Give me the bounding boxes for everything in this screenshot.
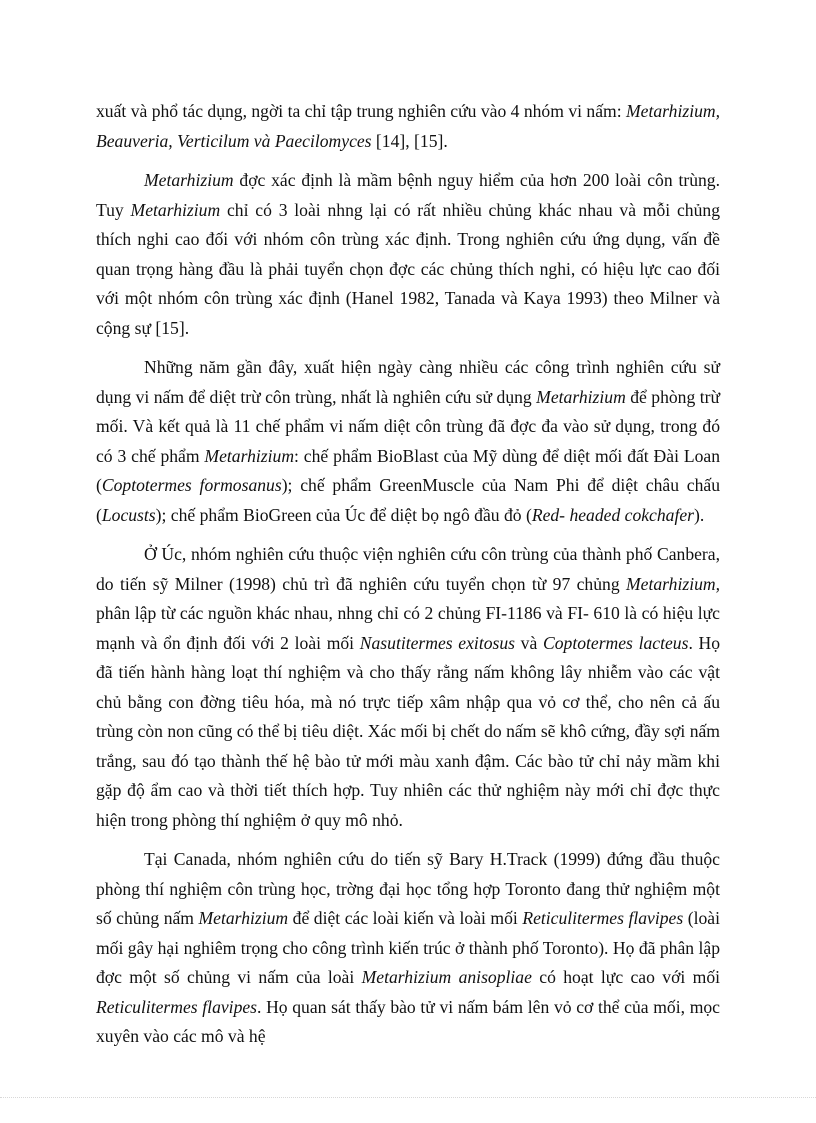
scientific-name: Coptotermes formosanus bbox=[101, 475, 282, 495]
paragraph-4 bbox=[96, 540, 720, 835]
paragraph-2 bbox=[96, 166, 720, 343]
scientific-name: Metarhizium bbox=[130, 199, 221, 220]
paragraph-5 bbox=[96, 845, 720, 1052]
text-span: (loài mối gây hại nghiêm trọng cho công trình kiến trúc ở thành phố Toronto). Họ đã phân lập đợc một số chủng vi nấm của loài bbox=[96, 908, 720, 987]
text-span: xuất và phổ tác dụng, ngời ta chỉ tập trung nghiên cứu vào 4 nhóm vi nấm: bbox=[96, 101, 626, 121]
text-span: ); chế phẩm BioGreen của Úc để diệt bọ ngô đầu đỏ ( bbox=[155, 504, 532, 525]
genus-list: Metarhizium, Beauveria, Verticilum và Paecilomyces bbox=[96, 101, 720, 151]
scientific-name: Locusts bbox=[101, 504, 156, 525]
scientific-name: Reticulitermes flavipes bbox=[522, 908, 684, 928]
text-span: chỉ có 3 loài nhng lại có rất nhiều chủng khác nhau và mỗi chủng thích nghi cao đối với nhóm côn trùng xác định. Trong nghiên cứu ứng dụng, vấn đề quan trọng hàng đầu là phải tuyển chọn đợc các chủng thích nghi, có hiệu lực cao đối với một nhóm côn trùng xác định (Hanel 1982, Tanada và Kaya 1993) theo Milner và cộng sự [15]. bbox=[96, 199, 720, 338]
text-span: để phòng trừ mối. Và kết quả là 11 chế phẩm vi nấm diệt côn trùng đã đợc đa vào sử dụng, trong đó có 3 chế phẩm bbox=[96, 386, 720, 466]
text-span: để diệt các loài kiến và loài mối bbox=[288, 908, 523, 928]
text-span: [14], [15]. bbox=[371, 130, 448, 151]
text-span: Ở Úc, nhóm nghiên cứu thuộc viện nghiên cứu côn trùng của thành phố Canbera, do tiến sỹ Milner (1998) chủ trì đã nghiên cứu tuyển chọn từ 97 chủng bbox=[96, 544, 720, 594]
scientific-name: Metarhizium bbox=[198, 908, 289, 928]
scientific-name: Nasutitermes exitosus bbox=[359, 632, 515, 653]
text-span: ). bbox=[694, 504, 705, 525]
scientific-name: Metarhizium anisopliae bbox=[361, 967, 532, 987]
text-span: . Họ đã tiến hành hàng loạt thí nghiệm và cho thấy rằng nấm không lây nhiễm vào các vật chủ bằng con đờng tiêu hóa, mà nó trực tiếp xâm nhập qua vỏ cơ thể, cho nên cả ấu trùng còn non cũng có thể bị tiêu diệt. Xác mối bị chết do nấm sẽ khô cứng, đầy sợi nấm trắng, sau đó tạo thành thế hệ bào tử mới màu xanh đậm. Các bào tử chỉ nảy mầm khi gặp độ ẩm cao và thời tiết thích hợp. Tuy nhiên các thử nghiệm này mới chỉ đợc thực hiện trong phòng thí nghiệm ở quy mô nhỏ. bbox=[96, 632, 721, 830]
text-span: đợc xác định là mầm bệnh nguy hiểm của hơn 200 loài côn trùng. Tuy bbox=[96, 170, 720, 220]
scientific-name: Reticulitermes flavipes bbox=[96, 996, 258, 1017]
page-bottom-divider bbox=[0, 1097, 816, 1098]
scientific-name: Red- headed cokchafer bbox=[531, 504, 695, 525]
text-span: : chế phẩm BioBlast của Mỹ dùng để diệt mối đất Đài Loan ( bbox=[96, 445, 720, 495]
scientific-name: Metarhizium bbox=[536, 386, 626, 407]
text-span: Những năm gần đây, xuất hiện ngày càng nhiều các công trình nghiên cứu sử dụng vi nấm để diệt trừ côn trùng, nhất là nghiên cứu sử dụng bbox=[96, 357, 720, 407]
text-span: và bbox=[515, 632, 543, 653]
text-span: phân lập từ các nguồn khác nhau, nhng chỉ có 2 chủng FI-1186 và FI- 610 là có hiệu lực mạnh và ổn định đối với 2 loài mối bbox=[96, 603, 720, 653]
scientific-name: Metarhizium, bbox=[626, 573, 720, 594]
scientific-name: Metarhizium bbox=[204, 445, 295, 466]
paragraph-3 bbox=[96, 353, 720, 530]
text-span: ); chế phẩm GreenMuscle của Nam Phi để diệt châu chấu ( bbox=[96, 475, 720, 525]
text-span: . Họ quan sát thấy bào tử vi nấm bám lên vỏ cơ thể của mối, mọc xuyên vào các mô và hệ bbox=[96, 996, 720, 1046]
text-span: Tại Canada, nhóm nghiên cứu do tiến sỹ Bary H.Track (1999) đứng đầu thuộc phòng thí nghiệm côn trùng học, trờng đại học tổng hợp Toronto đang thử nghiệm một số chủng nấm bbox=[96, 849, 720, 928]
scientific-name: Coptotermes lacteus bbox=[542, 632, 689, 653]
document-page bbox=[96, 97, 720, 1062]
paragraph-1 bbox=[96, 97, 720, 156]
scientific-name: Metarhizium bbox=[144, 170, 234, 190]
text-span: có hoạt lực cao với mối bbox=[531, 967, 720, 987]
